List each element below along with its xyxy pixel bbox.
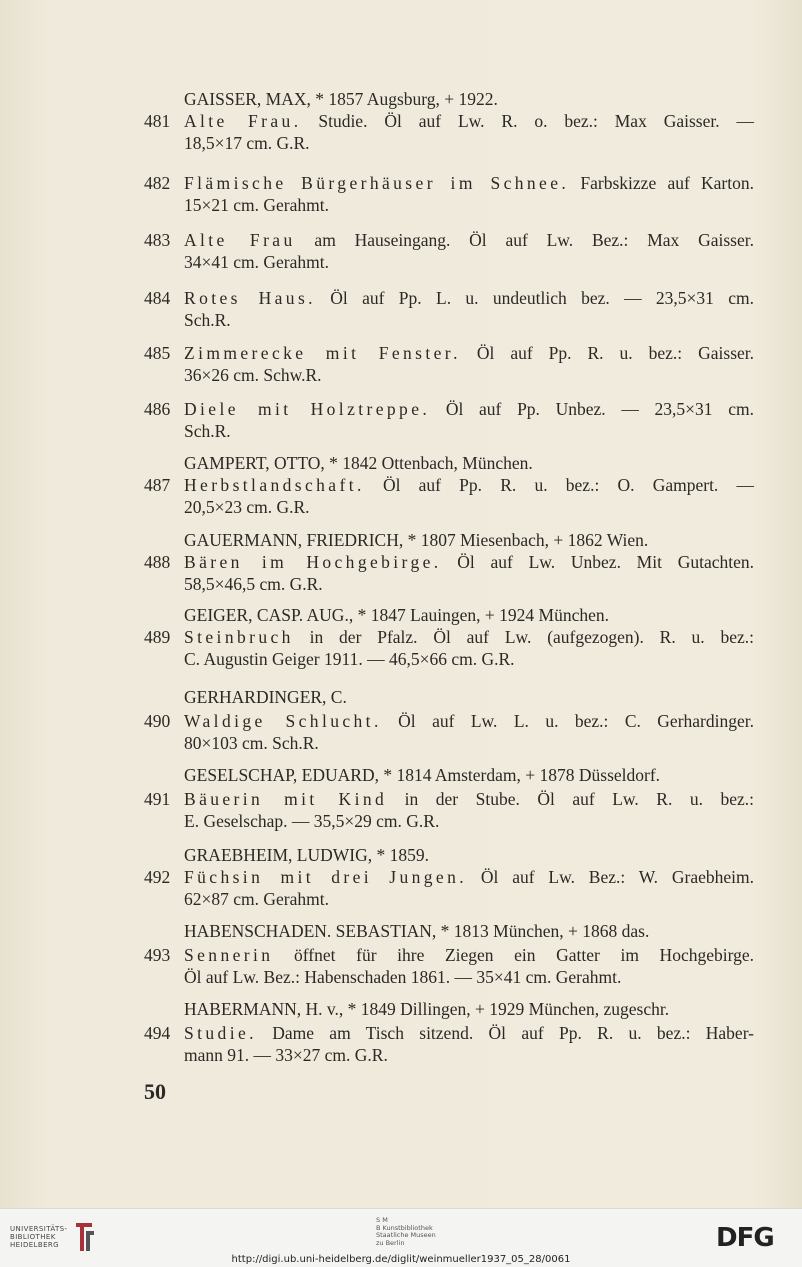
lot-number: 486 <box>144 399 171 419</box>
lot-dimensions: E. Geselschap. — 35,5×29 cm. G.R. <box>184 811 440 831</box>
artist-header: GAUERMANN, FRIEDRICH, * 1807 Miesenbach, + 1862 Wien. <box>184 530 649 550</box>
lot-title: Bäuerin mit Kind <box>184 789 388 809</box>
lot-number: 492 <box>144 867 171 887</box>
lot-details: Öl auf Lw. Unbez. Mit Gutachten. <box>441 552 754 572</box>
lot-dimensions: 18,5×17 cm. G.R. <box>184 133 310 153</box>
lot-details: Farbskizze auf Karton. <box>569 173 754 193</box>
lot-title: Diele mit Holztreppe. <box>184 399 431 419</box>
lot-number: 488 <box>144 552 171 572</box>
artist-header: GEIGER, CASP. AUG., * 1847 Lauingen, + 1924 München. <box>184 605 609 625</box>
lot-dimensions: 80×103 cm. Sch.R. <box>184 733 319 753</box>
heidelberg-logo-icon <box>72 1219 98 1255</box>
university-line: UNIVERSITÄTS- BIBLIOTHEK HEIDELBERG <box>10 1225 68 1249</box>
lot-details: Öl auf Lw. L. u. bez.: C. Gerhardinger. <box>381 711 754 731</box>
lot-dimensions: C. Augustin Geiger 1911. — 46,5×66 cm. G.R. <box>184 649 515 669</box>
lot-title: Bären im Hochgebirge. <box>184 552 442 572</box>
lot-description <box>184 287 754 309</box>
lot-dimensions: 58,5×46,5 cm. G.R. <box>184 574 323 594</box>
artist-header: GRAEBHEIM, LUDWIG, * 1859. <box>184 845 429 865</box>
lot-dimensions: 62×87 cm. Gerahmt. <box>184 889 329 909</box>
artist-header: HABERMANN, H. v., * 1849 Dillingen, + 1929 München, zugeschr. <box>184 999 670 1019</box>
lot-description <box>184 172 754 194</box>
lot-details: Studie. Öl auf Lw. R. o. bez.: Max Gaisser. — <box>301 111 754 131</box>
footer-bar <box>0 1208 802 1267</box>
lot-title: Steinbruch <box>184 627 294 647</box>
lot-title: Zimmerecke mit Fenster. <box>184 343 461 363</box>
lot-number: 489 <box>144 627 171 647</box>
lot-details: Öl auf Pp. Unbez. — 23,5×31 cm. <box>430 399 755 419</box>
lot-details: in der Pfalz. Öl auf Lw. (aufgezogen). R. u. bez.: <box>293 627 754 647</box>
artist-header: HABENSCHADEN. SEBASTIAN, * 1813 München, + 1868 das. <box>184 921 650 941</box>
lot-description <box>184 1022 754 1044</box>
lot-dimensions: 34×41 cm. Gerahmt. <box>184 252 329 272</box>
lot-description <box>184 551 754 573</box>
lot-details: Dame am Tisch sitzend. Öl auf Pp. R. u. bez.: Haber- <box>256 1023 754 1043</box>
lot-details: öffnet für ihre Ziegen ein Gatter im Hochgebirge. <box>273 945 754 965</box>
page-number: 50 <box>144 1079 166 1104</box>
lot-number: 493 <box>144 945 171 965</box>
lot-description <box>184 788 754 810</box>
lot-dimensions: Sch.R. <box>184 310 231 330</box>
lot-number: 485 <box>144 343 171 363</box>
lot-title: Waldige Schlucht. <box>184 711 382 731</box>
lot-number: 484 <box>144 288 171 308</box>
lot-description <box>184 342 754 364</box>
lot-description <box>184 474 754 496</box>
sm-line: Staatliche Museen <box>376 1231 436 1239</box>
lot-description <box>184 944 754 966</box>
lot-dimensions: mann 91. — 33×27 cm. G.R. <box>184 1045 388 1065</box>
lot-description <box>184 229 754 251</box>
lot-title: Herbstlandschaft. <box>184 475 365 495</box>
lot-description <box>184 398 754 420</box>
university-library-name <box>10 1225 74 1249</box>
museum-credit <box>376 1217 436 1247</box>
lot-number: 481 <box>144 111 171 131</box>
lot-dimensions: 15×21 cm. Gerahmt. <box>184 195 329 215</box>
lot-title: Füchsin mit drei Jungen. <box>184 867 468 887</box>
lot-dimensions: Sch.R. <box>184 421 231 441</box>
lot-number: 490 <box>144 711 171 731</box>
lot-dimensions: 20,5×23 cm. G.R. <box>184 497 310 517</box>
artist-header: GAMPERT, OTTO, * 1842 Ottenbach, München. <box>184 453 533 473</box>
lot-description <box>184 866 754 888</box>
lot-details: Öl auf Pp. R. u. bez.: O. Gampert. — <box>364 475 754 495</box>
artist-header: GAISSER, MAX, * 1857 Augsburg, + 1922. <box>184 89 498 109</box>
lot-title: Alte Frau <box>184 230 296 250</box>
lot-details: am Hauseingang. Öl auf Lw. Bez.: Max Gaisser. <box>295 230 754 250</box>
lot-title: Studie. <box>184 1023 257 1043</box>
lot-description <box>184 110 754 132</box>
lot-details: Öl auf Pp. L. u. undeutlich bez. — 23,5×31 cm. <box>315 288 755 308</box>
artist-header: GESELSCHAP, EDUARD, * 1814 Amsterdam, + 1878 Düsseldorf. <box>184 765 661 785</box>
lot-description <box>184 626 754 648</box>
lot-number: 487 <box>144 475 171 495</box>
lot-title: Rotes Haus. <box>184 288 316 308</box>
lot-number: 483 <box>144 230 171 250</box>
source-url[interactable]: http://digi.ub.uni-heidelberg.de/diglit/weinmueller1937_05_28/0061 <box>231 1254 571 1265</box>
lot-title: Flämische Bürgerhäuser im Schnee. <box>184 173 570 193</box>
sm-line: S M <box>376 1216 388 1224</box>
sm-line: B Kunstbibliothek <box>376 1223 433 1232</box>
lot-title: Sennerin <box>184 945 274 965</box>
lot-title: Alte Frau. <box>184 111 302 131</box>
lot-number: 494 <box>144 1023 171 1043</box>
lot-description <box>184 710 754 732</box>
dfg-logo: DFG <box>716 1223 774 1253</box>
artist-header: GERHARDINGER, C. <box>184 687 347 707</box>
lot-details: Öl auf Lw. Bez.: W. Graebheim. <box>467 867 754 887</box>
lot-number: 491 <box>144 789 171 809</box>
lot-details: Öl auf Pp. R. u. bez.: Gaisser. <box>460 343 755 363</box>
sm-line: zu Berlin <box>376 1238 405 1247</box>
lot-dimensions: 36×26 cm. Schw.R. <box>184 365 322 385</box>
lot-number: 482 <box>144 173 171 193</box>
lot-details: in der Stube. Öl auf Lw. R. u. bez.: <box>387 789 754 809</box>
lot-dimensions: Öl auf Lw. Bez.: Habenschaden 1861. — 35×41 cm. Gerahmt. <box>184 967 622 987</box>
